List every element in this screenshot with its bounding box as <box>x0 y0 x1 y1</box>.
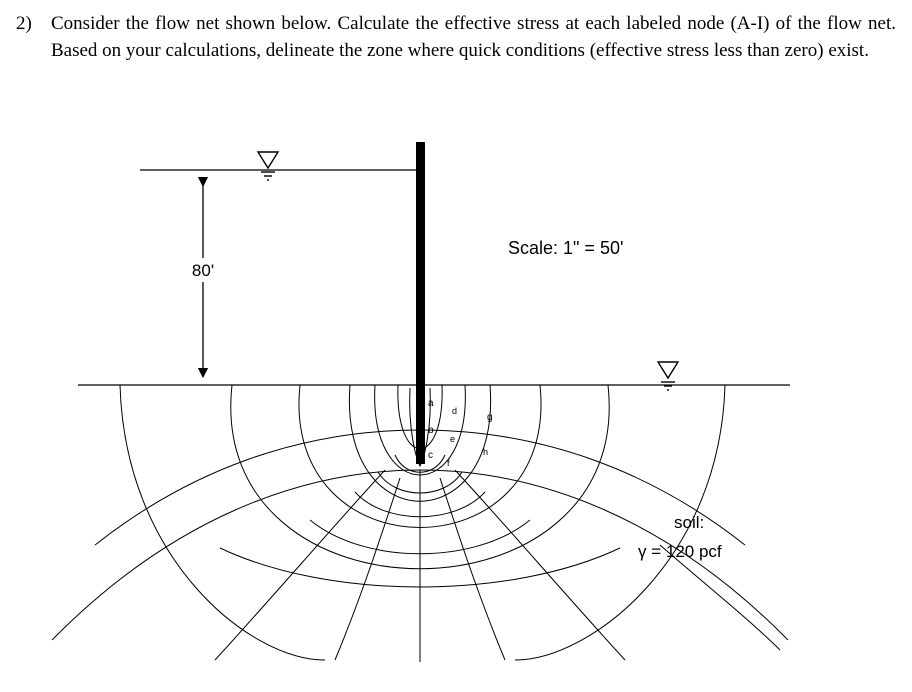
problem-number: 2) <box>16 13 32 34</box>
radial-lines <box>215 470 780 662</box>
head-difference-label: 80' <box>191 261 215 280</box>
problem-text: Consider the flow net shown below. Calculate the effective stress at each labeled node (A-I) of the flow net. Based on your calculations, delineate the zone where quick conditions (effective stress less than zero) exist. <box>51 13 896 61</box>
soil-label: soil: <box>674 513 705 532</box>
node-label-b: b <box>428 425 434 436</box>
downstream-water-symbol <box>658 362 678 390</box>
node-label-h: h <box>483 447 489 457</box>
node-label-g: g <box>487 412 493 423</box>
node-label-c: c <box>428 450 433 461</box>
node-labels <box>428 398 493 468</box>
node-label-a: a <box>428 398 434 409</box>
upstream-water-symbol <box>258 152 278 180</box>
node-label-e: e <box>450 434 456 444</box>
unit-weight-label: γ = 120 pcf <box>638 542 722 561</box>
sheet-pile <box>416 142 425 464</box>
node-label-f: f <box>447 458 450 468</box>
scale-label: Scale: 1" = 50' <box>508 238 624 258</box>
node-label-d: d <box>452 406 458 416</box>
